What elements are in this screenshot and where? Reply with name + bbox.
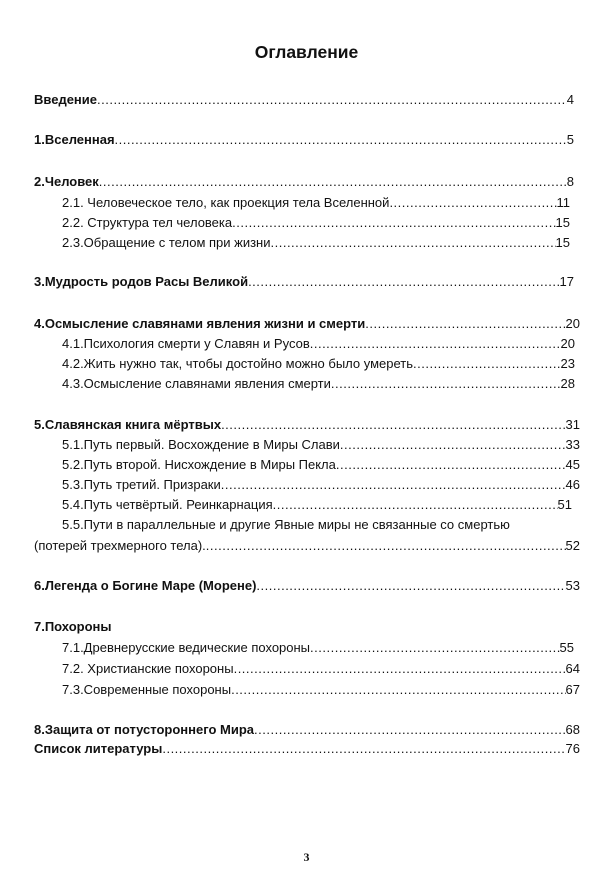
- toc-entry-bibliography: [34, 741, 580, 756]
- entry-title: 4.2.Жить нужно так, чтобы достойно можно было умереть: [62, 356, 414, 371]
- toc-subentry-5-2: [62, 457, 580, 472]
- toc-subentry-5-4: [62, 497, 572, 512]
- entry-title: 2.1. Человеческое тело, как проекция тела Вселенной: [62, 195, 390, 210]
- entry-page: 52: [565, 538, 580, 553]
- entry-title: 2.2. Структура тел человека: [62, 215, 233, 230]
- entry-title: 4.1.Психология смерти у Славян и Русов: [62, 336, 310, 351]
- toc-entry-protection: [34, 722, 580, 737]
- entry-page: 5: [566, 132, 574, 147]
- dot-leader: [232, 215, 555, 230]
- entry-title: 5.1.Путь первый. Восхождение в Миры Слави: [62, 437, 340, 452]
- toc-subentry-5-1: [62, 437, 580, 452]
- entry-page: 23: [560, 356, 575, 371]
- entry-title: 5.3.Путь третий. Призраки: [62, 477, 221, 492]
- entry-page: 17: [559, 274, 574, 289]
- entry-page: 20: [565, 316, 580, 331]
- dot-leader: [97, 92, 567, 107]
- toc-subentry-7-2: [62, 661, 580, 676]
- dot-leader: [248, 274, 559, 289]
- toc-entry-book-of-dead: [34, 417, 580, 432]
- toc-entry-life-death: [34, 316, 580, 331]
- entry-title: 3.Мудрость родов Расы Великой: [34, 274, 249, 289]
- entry-title: Список литературы: [34, 741, 163, 756]
- entry-title: 8.Защита от потустороннего Мира: [34, 722, 255, 737]
- page-number: 3: [303, 850, 310, 864]
- dot-leader: [389, 195, 556, 210]
- toc-entry-introduction: [34, 92, 574, 107]
- entry-page: 53: [565, 578, 580, 593]
- toc-entry-universe: [34, 132, 574, 147]
- toc-subentry-7-3: [62, 682, 580, 697]
- dot-leader: [231, 682, 565, 697]
- entry-page: 11: [556, 195, 570, 210]
- toc-entry-wisdom: [34, 274, 574, 289]
- toc-entry-legend-mara: [34, 578, 580, 593]
- entry-title: 7.2. Христианские похороны: [62, 661, 234, 676]
- toc-entry-funerals: 7.Похороны: [34, 619, 112, 634]
- entry-title: 5.2.Путь второй. Нисхождение в Миры Пекла: [62, 457, 336, 472]
- entry-title: 2.3.Обращение с телом при жизни: [62, 235, 271, 250]
- dot-leader: [310, 336, 561, 351]
- entry-page: 68: [565, 722, 580, 737]
- entry-page: 45: [565, 457, 580, 472]
- entry-title: 2.Человек: [34, 174, 99, 189]
- entry-title: 4.Осмысление славянами явления жизни и смерти: [34, 316, 366, 331]
- toc-subentry-2-1: [62, 195, 570, 210]
- entry-page: 33: [565, 437, 580, 452]
- dot-leader: [115, 132, 567, 147]
- entry-page: 55: [559, 640, 574, 655]
- toc-subentry-7-1: [62, 640, 574, 655]
- entry-title: 6.Легенда о Богине Маре (Морене): [34, 578, 257, 593]
- entry-page: 28: [560, 376, 575, 391]
- dot-leader: [336, 457, 566, 472]
- entry-page: 8: [566, 174, 574, 189]
- entry-title: 4.3.Осмысление славянами явления смерти: [62, 376, 331, 391]
- dot-leader: [206, 538, 566, 553]
- dot-leader: [234, 661, 566, 676]
- toc-subentry-2-2: [62, 215, 570, 230]
- toc-entry-human: [34, 174, 574, 189]
- entry-title: 7.3.Современные похороны: [62, 682, 232, 697]
- dot-leader: [99, 174, 567, 189]
- entry-page: 20: [560, 336, 575, 351]
- entry-page: 46: [565, 477, 580, 492]
- dot-leader: [413, 356, 561, 371]
- dot-leader: [221, 417, 565, 432]
- entry-title: 7.1.Древнерусские ведические похороны: [62, 640, 311, 655]
- page-title: Оглавление: [254, 42, 359, 62]
- entry-page: 15: [555, 215, 570, 230]
- entry-page: 4: [566, 92, 574, 107]
- dot-leader: [310, 640, 560, 655]
- toc-subentry-2-3: [62, 235, 570, 250]
- entry-page: 64: [565, 661, 580, 676]
- dot-leader: [162, 741, 565, 756]
- entry-page: 67: [565, 682, 580, 697]
- entry-title: (потерей трехмерного тела).: [34, 538, 206, 553]
- entry-title: 1.Вселенная: [34, 132, 115, 147]
- dot-leader: [221, 477, 566, 492]
- toc-subentry-5-5-line-1: 5.5.Пути в параллельные и другие Явные миры не связанные со смертью: [62, 517, 510, 532]
- dot-leader: [331, 376, 561, 391]
- dot-leader: [365, 316, 565, 331]
- dot-leader: [256, 578, 565, 593]
- toc-subentry-5-3: [62, 477, 580, 492]
- entry-page: 51: [557, 497, 572, 512]
- entry-page: 15: [555, 235, 570, 250]
- dot-leader: [254, 722, 566, 737]
- dot-leader: [340, 437, 566, 452]
- toc-subentry-4-2: [62, 356, 575, 371]
- toc-subentry-4-1: [62, 336, 575, 351]
- dot-leader: [273, 497, 558, 512]
- entry-title: 5.4.Путь четвёртый. Реинкарнация: [62, 497, 273, 512]
- toc-subentry-4-3: [62, 376, 575, 391]
- entry-page: 31: [565, 417, 580, 432]
- dot-leader: [271, 235, 556, 250]
- entry-title: Введение: [34, 92, 97, 107]
- entry-page: 76: [565, 741, 580, 756]
- toc-subentry-5-5-line-2: [34, 538, 580, 553]
- entry-title: 5.Славянская книга мёртвых: [34, 417, 222, 432]
